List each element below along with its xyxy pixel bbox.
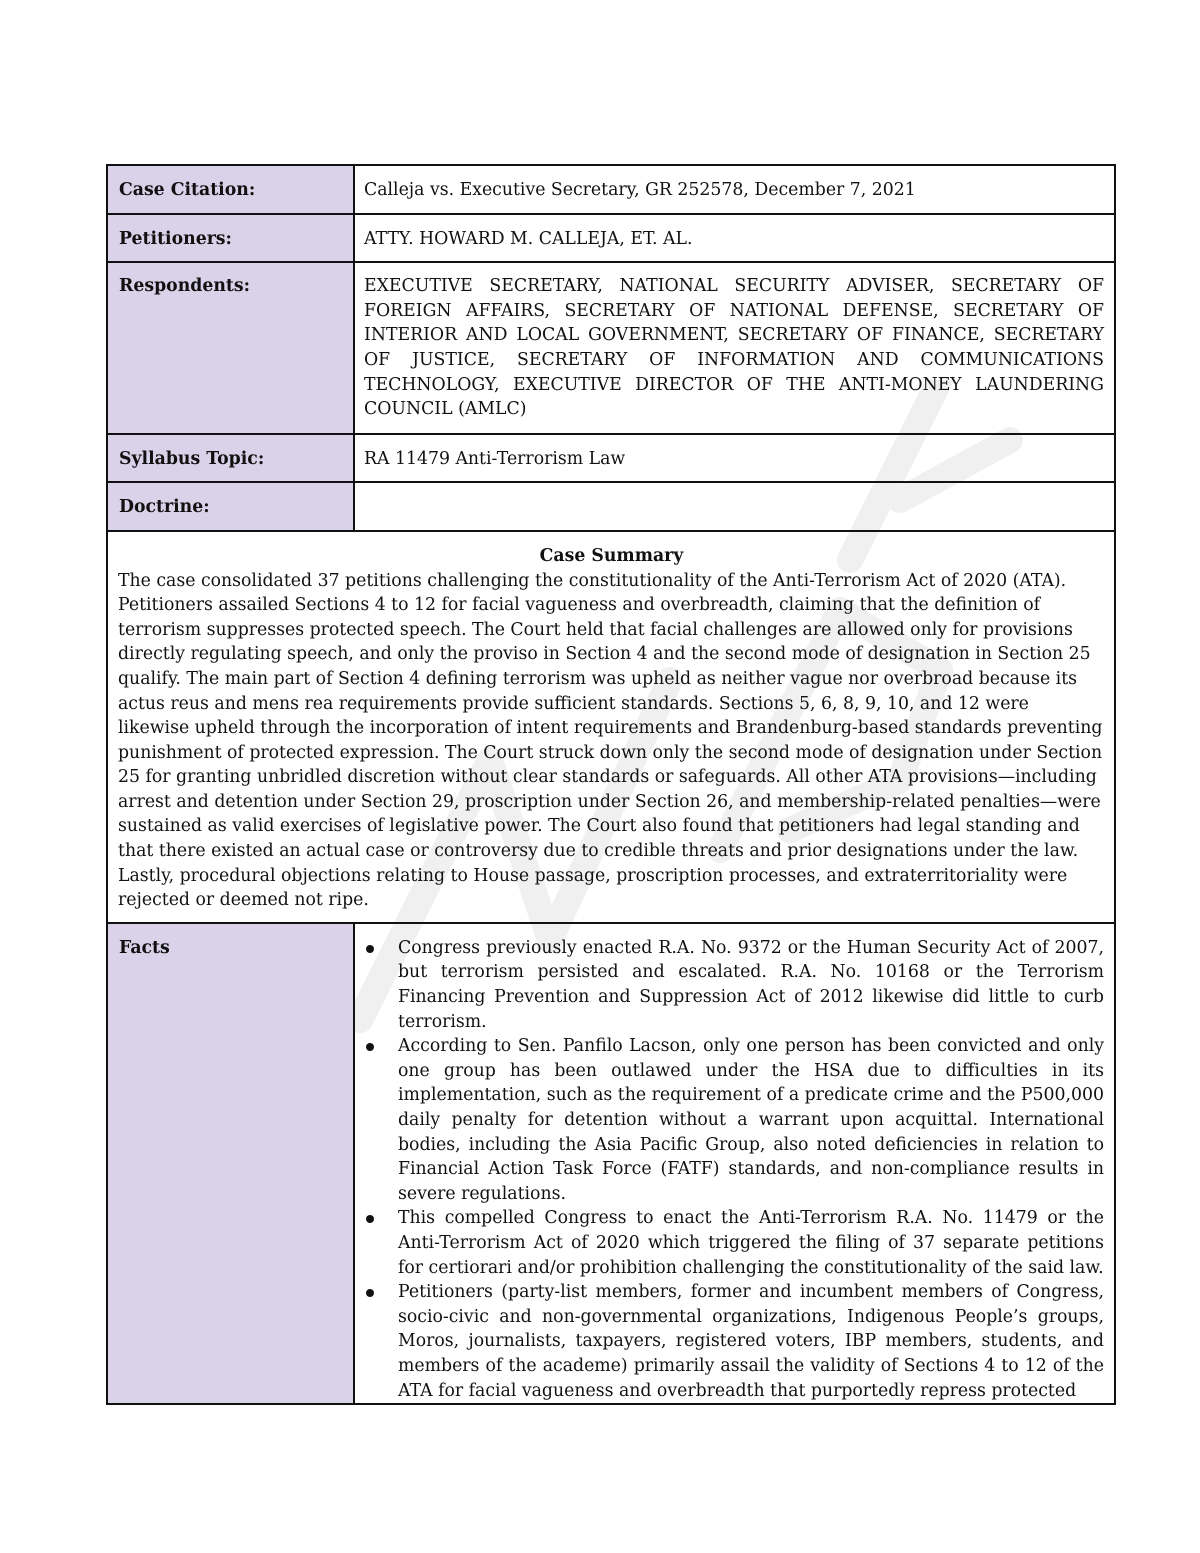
- doctrine-row: [107, 482, 1115, 531]
- respondents-value: EXECUTIVE SECRETARY, NATIONAL SECURITY ADVISER, SECRETARY OF FOREIGN AFFAIRS, SECRETARY OF NATIONAL DEFENSE, SECRETARY OF INTERIOR AND LOCAL GOVERNMENT, SECRETARY OF FINANCE, SECRETARY OF JUSTICE, SECRETARY OF INFORMATION AND COMMUNICATIONS TECHNOLOGY, EXECUTIVE DIRECTOR OF THE ANTI-MONEY LAUNDERING COUNCIL (AMLC): [354, 262, 1115, 434]
- facts-value: [354, 923, 1115, 1404]
- doctrine-label: Doctrine:: [107, 482, 354, 531]
- case-citation-label: Case Citation:: [107, 165, 354, 214]
- case-citation-row: [107, 165, 1115, 214]
- fact-text: Congress previously enacted R.A. No. 9372 or the Human Security Act of 2007, but terrorism persisted and escalated. R.A. No. 10168 or the Terrorism Financing Prevention and Suppression Act of 2012 likewise did little to curb terrorism.: [398, 937, 1104, 1032]
- bullet-icon: [366, 1215, 374, 1223]
- list-item: [364, 936, 1104, 1034]
- bullet-icon: [366, 1043, 374, 1051]
- syllabus-topic-row: [107, 434, 1115, 483]
- petitioners-row: [107, 214, 1115, 263]
- syllabus-topic-value: RA 11479 Anti-Terrorism Law: [354, 434, 1115, 483]
- list-item: [364, 1206, 1104, 1280]
- facts-label: Facts: [107, 923, 354, 1404]
- fact-text: This compelled Congress to enact the Anti-Terrorism R.A. No. 11479 or the Anti-Terrorism Act of 2020 which triggered the filing of 37 separate petitions for certiorari and/or prohibition challenging the constitutionality of the said law.: [398, 1208, 1104, 1278]
- petitioners-label: Petitioners:: [107, 214, 354, 263]
- list-item: [364, 1034, 1104, 1206]
- fact-text: Petitioners (party-list members, former and incumbent members of Congress, socio-civic and non-governmental organizations, Indigenous People’s groups, Moros, journalists, taxpayers, registered voters, IBP members, students, and members of the academe) primarily assail the validity of Sections 4 to 12 of the ATA for facial vagueness and overbreadth that purportedly repress protected: [398, 1282, 1104, 1401]
- case-digest-table: [106, 164, 1116, 1405]
- syllabus-topic-label: Syllabus Topic:: [107, 434, 354, 483]
- bullet-icon: [366, 1289, 374, 1297]
- case-citation-value: Calleja vs. Executive Secretary, GR 252578, December 7, 2021: [354, 165, 1115, 214]
- petitioners-value: ATTY. HOWARD M. CALLEJA, ET. AL.: [354, 214, 1115, 263]
- fact-text: According to Sen. Panfilo Lacson, only one person has been convicted and only one group has been outlawed under the HSA due to difficulties in its implementation, such as the requirement of a predicate crime and the P500,000 daily penalty for detention without a warrant upon acquittal. International bodies, including the Asia Pacific Group, also noted deficiencies in relation to Financial Action Task Force (FATF) standards, and non-compliance results in severe regulations.: [398, 1036, 1104, 1204]
- respondents-label: Respondents:: [107, 262, 354, 434]
- doctrine-value: [354, 482, 1115, 531]
- case-summary-row: [107, 531, 1115, 923]
- facts-list: [364, 936, 1104, 1403]
- list-item: [364, 1280, 1104, 1403]
- bullet-icon: [366, 945, 374, 953]
- case-summary-heading: Case Summary: [539, 545, 684, 566]
- respondents-row: [107, 262, 1115, 434]
- facts-row: [107, 923, 1115, 1404]
- case-summary-cell: [107, 531, 1115, 923]
- case-summary-body: The case consolidated 37 petitions challenging the constitutionality of the Anti-Terrorism Act of 2020 (ATA). Petitioners assailed Sections 4 to 12 for facial vagueness and overbreadth, claiming that the definition of terrorism suppresses protected speech. The Court held that facial challenges are allowed only for provisions directly regulating speech, and only the proviso in Section 4 and the second mode of designation in Section 25 qualify. The main part of Section 4 defining terrorism was upheld as neither vague nor overbroad because its actus reus and mens rea requirements provide sufficient standards. Sections 5, 6, 8, 9, 10, and 12 were likewise upheld through the incorporation of intent requirements and Brandenburg-based standards preventing punishment of protected expression. The Court struck down only the second mode of designation under Section 25 for granting unbridled discretion without clear standards or safeguards. All other ATA provisions—including arrest and detention under Section 29, proscription under Section 26, and membership-related penalties—were sustained as valid exercises of legislative power. The Court also found that petitioners had legal standing and that there existed an actual case or controversy due to credible threats and prior designations under the law. Lastly, procedural objections relating to House passage, proscription processes, and extraterritoriality were rejected or deemed not ripe.: [118, 570, 1103, 911]
